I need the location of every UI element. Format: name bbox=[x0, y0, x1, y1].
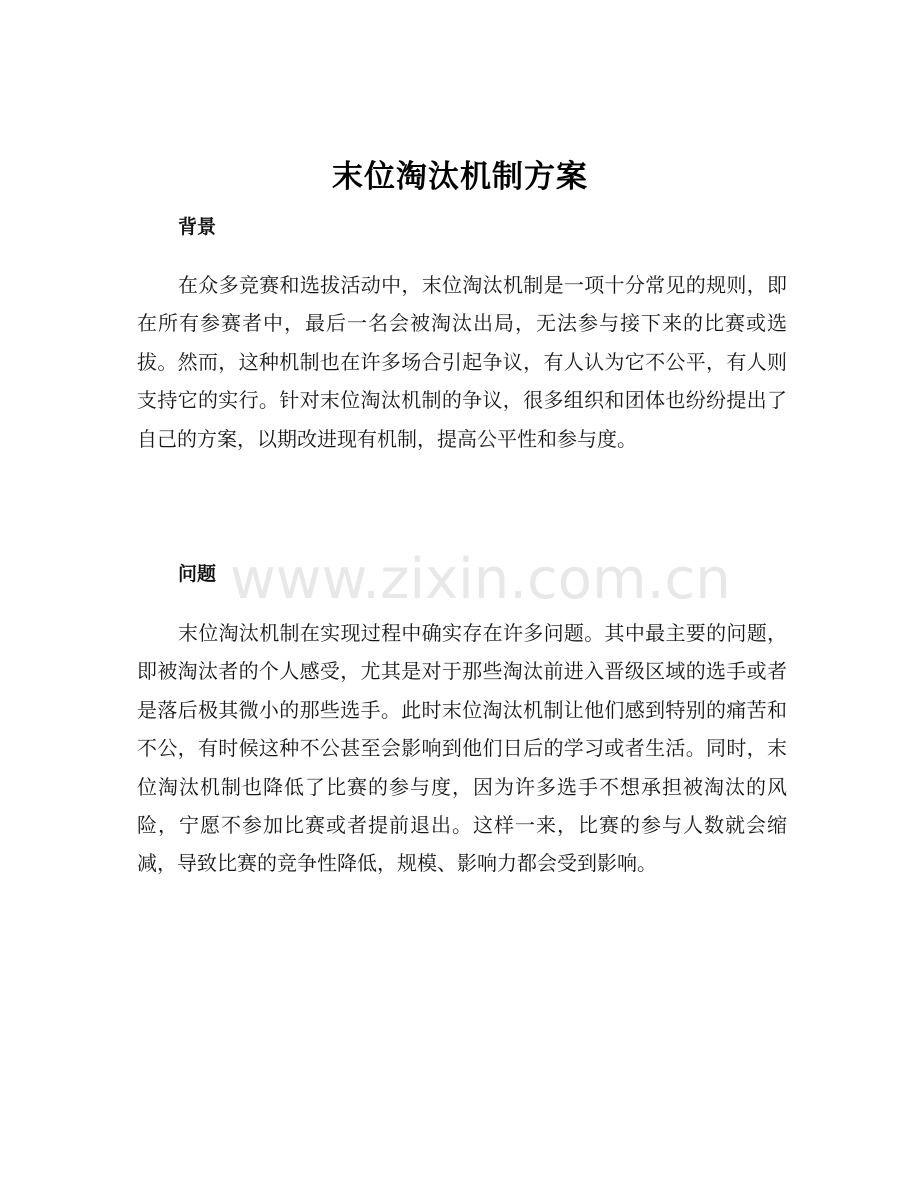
section-heading-background: 背景 bbox=[178, 216, 217, 238]
document-title: 末位淘汰机制方案 bbox=[332, 159, 588, 195]
watermark: www.zixin.com.cn bbox=[230, 547, 731, 612]
section-body-problem: 末位淘汰机制在实现过程中确实存在许多问题。其中最主要的问题，即被淘汰者的个人感受，尤其是对于那些淘汰前进入晋级区域的选手或者是落后极其微小的那些选手。此时末位淘汰机制让他们感到特别的痛苦和不公，有时候这种不公甚至会影响到他们日后的学习或者生活。同时，末位淘汰机制也降低了比赛的参与度，因为许多选手不想承担被淘汰的风险，宁愿不参加比赛或者提前退出。这样一来，比赛的参与人数就会缩减，导致比赛的竞争性降低，规模、影响力都会受到影响。 bbox=[137, 621, 787, 876]
section-body-background: 在众多竞赛和选拔活动中，末位淘汰机制是一项十分常见的规则，即在所有参赛者中，最后一名会被淘汰出局，无法参与接下来的比赛或选拔。然而，这种机制也在许多场合引起争议，有人认为它不公平，有人则支持它的实行。针对末位淘汰机制的争议，很多组织和团体也纷纷提出了自己的方案，以期改进现有机制，提高公平性和参与度。 bbox=[137, 273, 787, 451]
section-heading-problem: 问题 bbox=[178, 563, 217, 585]
